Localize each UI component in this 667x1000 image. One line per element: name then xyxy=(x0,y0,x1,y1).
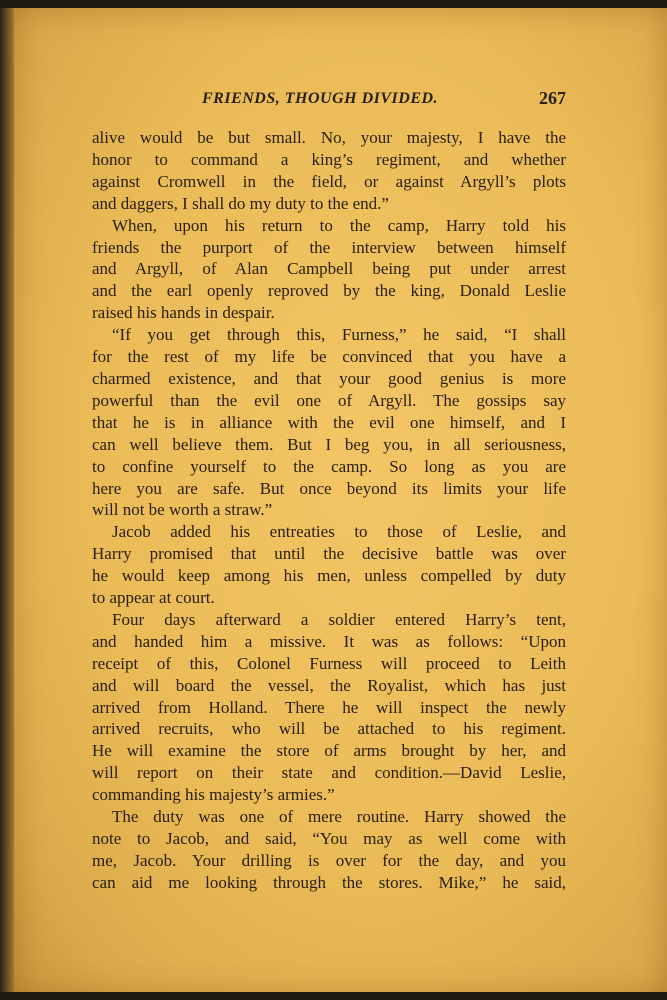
page-bottom-edge xyxy=(0,992,667,1000)
text-line: “If you get through this, Furness,” he said, “I shall xyxy=(112,325,566,345)
text-line: Harry promised that until the decisive battle was over xyxy=(92,544,566,564)
paragraph xyxy=(92,215,566,325)
text-line: here you are safe. But once beyond its limits your life xyxy=(92,478,566,498)
page-number: 267 xyxy=(539,88,566,108)
book-gutter xyxy=(0,8,14,996)
text-line: can well believe them. But I beg you, in all seriousness, xyxy=(92,434,566,454)
page-header xyxy=(90,86,568,114)
text-line: to confine yourself to the camp. So long as you are xyxy=(92,456,566,476)
text-line: raised his hands in despair. xyxy=(92,303,275,323)
paragraph xyxy=(92,324,566,521)
text-line: against Cromwell in the field, or against Argyll’s plots xyxy=(92,171,566,191)
text-line: that he is in alliance with the evil one himself, and I xyxy=(92,412,566,432)
text-line: for the rest of my life be convinced that you have a xyxy=(92,347,566,367)
text-line: arrived from Holland. There he will inspect the newly xyxy=(92,697,566,717)
text-line: will report on their state and condition.—David Leslie, xyxy=(92,763,566,783)
text-line: powerful than the evil one of Argyll. The gossips say xyxy=(92,390,566,410)
text-line: arrived recruits, who will be attached to his regiment. xyxy=(92,719,566,739)
text-line: alive would be but small. No, your majesty, I have the xyxy=(92,128,566,147)
text-line: and will board the vessel, the Royalist, which has just xyxy=(92,675,566,695)
text-line: and the earl openly reproved by the king, Donald Leslie xyxy=(92,281,566,301)
text-line: and handed him a missive. It was as follows: “Upon xyxy=(92,631,566,651)
text-line: He will examine the store of arms brought by her, and xyxy=(92,741,566,761)
body-text xyxy=(92,127,566,894)
paragraph xyxy=(92,806,566,894)
text-line: and daggers, I shall do my duty to the end.” xyxy=(92,193,389,213)
text-line: Jacob added his entreaties to those of Leslie, and xyxy=(112,522,566,542)
text-line: receipt of this, Colonel Furness will proceed to Leith xyxy=(92,653,566,673)
running-head: FRIENDS, THOUGH DIVIDED. xyxy=(202,90,439,107)
paragraph xyxy=(92,127,566,215)
text-line: commanding his majesty’s armies.” xyxy=(92,785,335,805)
text-line: The duty was one of mere routine. Harry showed the xyxy=(112,807,566,827)
paragraph xyxy=(92,521,566,609)
text-line: friends the purport of the interview between himself xyxy=(92,237,566,257)
text-line: charmed existence, and that your good genius is more xyxy=(92,368,566,388)
text-line: When, upon his return to the camp, Harry told his xyxy=(112,215,566,235)
text-line: can aid me looking through the stores. Mike,” he said, xyxy=(92,872,566,892)
text-line: honor to command a king’s regiment, and whether xyxy=(92,149,566,169)
text-line: to appear at court. xyxy=(92,588,215,608)
paragraph xyxy=(92,609,566,806)
text-line: Four days afterward a soldier entered Harry’s tent, xyxy=(112,609,566,629)
text-line: he would keep among his men, unless compelled by duty xyxy=(92,566,566,586)
text-line: will not be worth a straw.” xyxy=(92,500,273,520)
text-line: me, Jacob. Your drilling is over for the day, and you xyxy=(92,850,566,870)
text-line: and Argyll, of Alan Campbell being put under arrest xyxy=(92,259,566,279)
text-line: note to Jacob, and said, “You may as well come with xyxy=(92,829,566,848)
